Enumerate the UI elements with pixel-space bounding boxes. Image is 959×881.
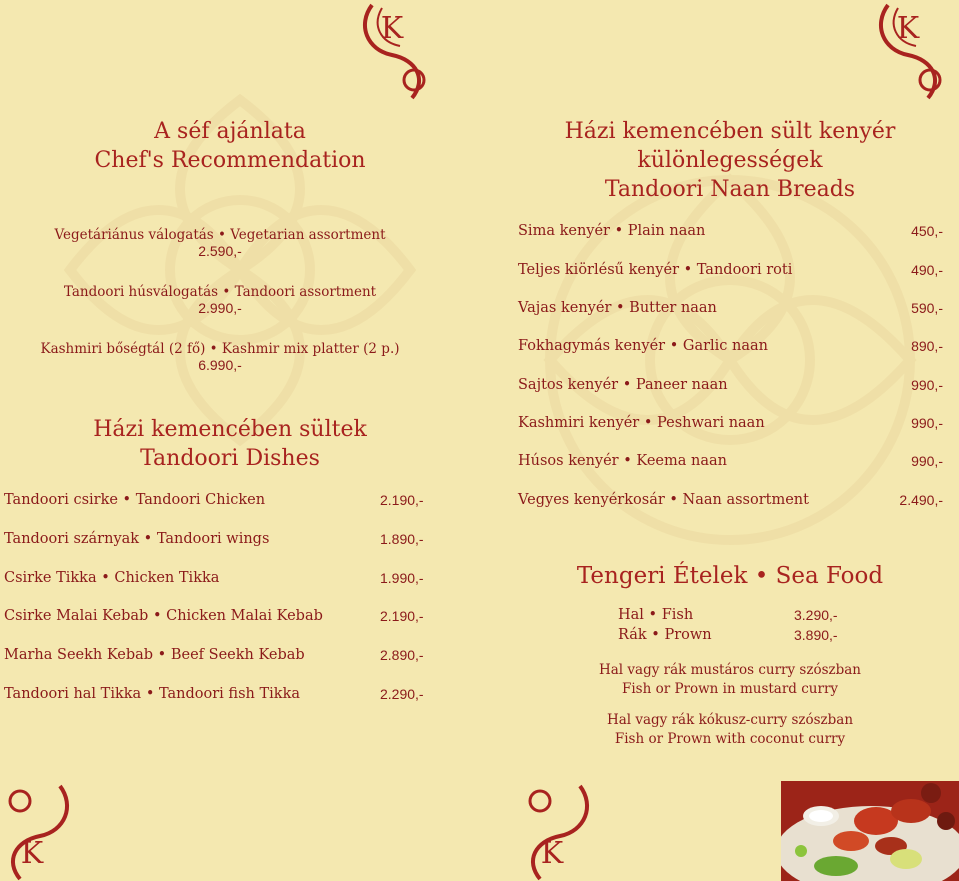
seafood-note-hu: Hal vagy rák mustáros curry szószban (598, 662, 861, 678)
seafood-note (560, 711, 900, 749)
chef-item-name: Kashmiri bőségtál (2 fő) • Kashmir mix platter (2 p.) (40, 341, 400, 357)
item-price: 990,- (911, 377, 943, 393)
seafood-item (618, 607, 848, 623)
seafood-note-en: Fish or Prown in mustard curry (621, 681, 839, 697)
naan-title-line2: különlegességek (637, 148, 823, 173)
chef-title-en: Chef's Recommendation (94, 148, 366, 173)
item-name: Vajas kenyér • Butter naan (518, 300, 717, 316)
naan-item (518, 492, 943, 508)
seafood-note-hu: Hal vagy rák kókusz-curry szószban (606, 712, 854, 728)
naan-item (518, 377, 943, 393)
chef-item (0, 341, 440, 373)
naan-item (518, 262, 943, 278)
item-price: 1.990,- (380, 570, 424, 586)
item-name: Tandoori szárnyak • Tandoori wings (4, 531, 270, 547)
naan-title-line1: Házi kemencében sült kenyér (564, 119, 896, 144)
item-price: 2.190,- (380, 492, 424, 508)
k-logo-icon (0, 781, 80, 881)
item-price: 990,- (911, 453, 943, 469)
item-price: 590,- (911, 300, 943, 316)
naan-item (518, 300, 943, 316)
item-price: 450,- (911, 223, 943, 239)
item-name: Teljes kiörlésű kenyér • Tandoori roti (518, 262, 793, 278)
item-name: Tandoori csirke • Tandoori Chicken (4, 492, 266, 508)
naan-item (518, 453, 943, 469)
chef-item-price: 6.990,- (198, 357, 242, 373)
item-name: Kashmiri kenyér • Peshwari naan (518, 415, 765, 431)
item-price: 490,- (911, 262, 943, 278)
item-price: 2.190,- (380, 608, 424, 624)
item-name: Sajtos kenyér • Paneer naan (518, 377, 728, 393)
item-name: Húsos kenyér • Keema naan (518, 453, 727, 469)
item-price: 3.290,- (794, 607, 838, 623)
item-price: 1.890,- (380, 531, 424, 547)
tandoori-item (4, 647, 429, 663)
chef-title-hu: A séf ajánlata (154, 119, 306, 144)
chef-item-price: 2.590,- (198, 243, 242, 259)
food-photo (781, 781, 959, 881)
naan-item (518, 338, 943, 354)
item-name: Csirke Malai Kebab • Chicken Malai Kebab (4, 608, 323, 624)
chef-recommendation-title (40, 117, 420, 175)
tandoori-title-hu: Házi kemencében sültek (93, 417, 367, 442)
item-name: Marha Seekh Kebab • Beef Seekh Kebab (4, 647, 305, 663)
item-price: 2.290,- (380, 686, 424, 702)
chef-item (0, 284, 440, 316)
seafood-note-en: Fish or Prown with coconut curry (614, 731, 846, 747)
k-logo-icon (520, 781, 600, 881)
tandoori-item (4, 570, 429, 586)
item-name: Vegyes kenyérkosár • Naan assortment (518, 492, 809, 508)
item-name: Csirke Tikka • Chicken Tikka (4, 570, 220, 586)
tandoori-title-en: Tandoori Dishes (140, 446, 320, 471)
item-name: Rák • Prown (618, 627, 712, 643)
item-price: 990,- (911, 415, 943, 431)
chef-item-price: 2.990,- (198, 300, 242, 316)
chef-item-name: Vegetáriánus válogatás • Vegetarian assortment (54, 227, 386, 243)
svg-text:K: K (540, 836, 564, 871)
seafood-note (560, 661, 900, 699)
chef-item (0, 227, 440, 259)
seafood-item (618, 627, 848, 643)
tandoori-dishes-title (40, 415, 420, 473)
item-price: 2.490,- (899, 492, 943, 508)
naan-item (518, 415, 943, 431)
tandoori-item (4, 531, 429, 547)
k-logo-icon (352, 0, 432, 100)
k-logo-icon (868, 0, 948, 100)
chef-item-name: Tandoori húsválogatás • Tandoori assortment (63, 284, 377, 300)
naan-title-en: Tandoori Naan Breads (604, 177, 856, 202)
item-price: 3.890,- (794, 627, 838, 643)
tandoori-item (4, 608, 429, 624)
seafood-title (520, 562, 940, 591)
svg-text:K: K (896, 11, 920, 46)
tandoori-item (4, 492, 429, 508)
item-name: Tandoori hal Tikka • Tandoori fish Tikka (4, 686, 301, 702)
item-price: 890,- (911, 338, 943, 354)
svg-text:K: K (20, 836, 44, 871)
item-price: 2.890,- (380, 647, 424, 663)
item-name: Sima kenyér • Plain naan (518, 223, 706, 239)
tandoori-item (4, 686, 429, 702)
svg-text:K: K (380, 11, 404, 46)
naan-breads-title (520, 117, 940, 204)
item-name: Hal • Fish (618, 607, 694, 623)
seafood-title-text: Tengeri Ételek • Sea Food (576, 563, 884, 589)
item-name: Fokhagymás kenyér • Garlic naan (518, 338, 768, 354)
naan-item (518, 223, 943, 239)
